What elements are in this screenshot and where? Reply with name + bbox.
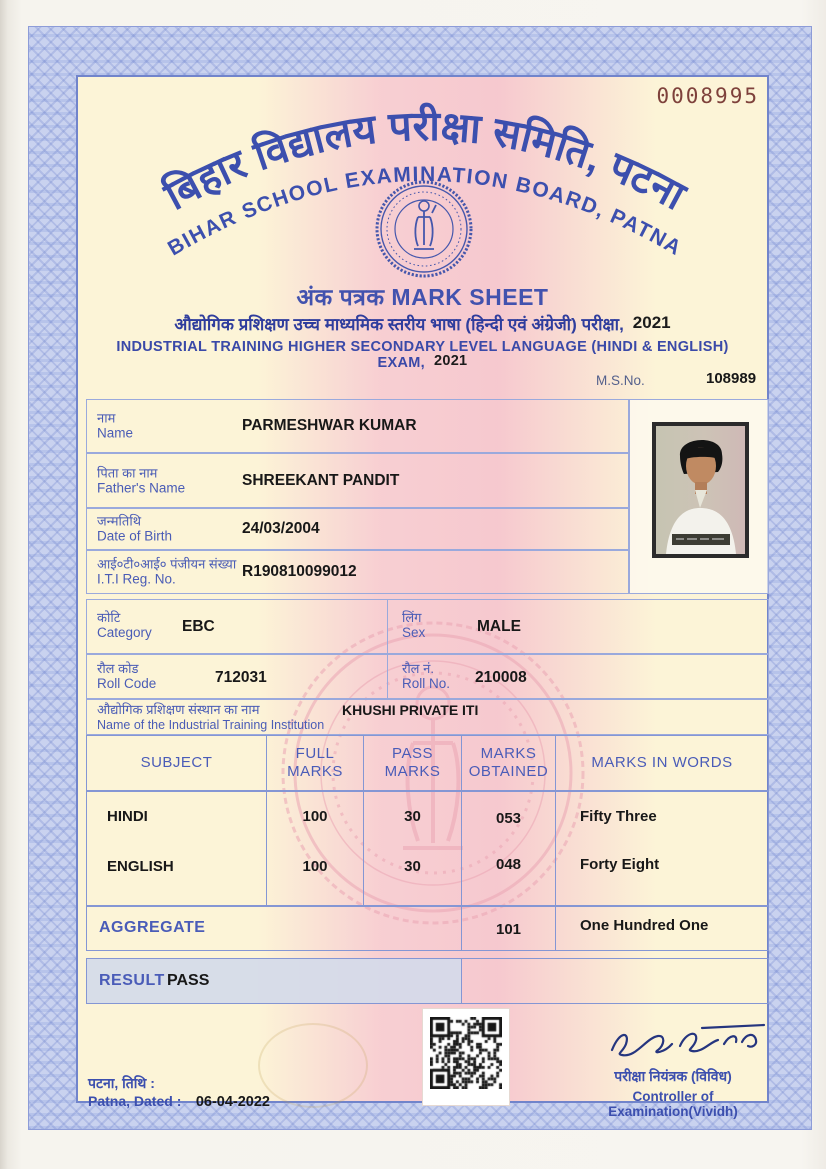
obtained-hindi: 053 <box>495 810 522 827</box>
exam-year: 2021 <box>632 313 671 332</box>
institution-value: KHUSHI PRIVATE ITI <box>342 702 479 718</box>
pass-marks-english: 30 <box>404 858 421 875</box>
words-hindi: Fifty Three <box>580 808 657 825</box>
roll-no-label-hindi: रौल नं. <box>402 661 434 676</box>
result-row <box>86 958 769 1004</box>
document-title: अंक पत्रक MARK SHEET <box>296 284 549 310</box>
category-label-hindi: कोटि <box>97 610 121 625</box>
aggregate-obtained: 101 <box>495 921 522 938</box>
sex-label-hindi: लिंग <box>402 610 422 625</box>
candidate-photo <box>652 422 749 558</box>
iti-reg-value: R190810099012 <box>242 563 357 580</box>
certificate-body <box>76 75 769 1119</box>
words-english: Forty Eight <box>580 856 660 873</box>
result-value: PASS <box>167 972 210 989</box>
full-marks-english: 100 <box>302 858 328 875</box>
msno-value: 108989 <box>706 370 757 387</box>
board-name-hindi: बिहार विद्यालय परीक्षा समिति, पटना <box>157 102 693 219</box>
result-label: RESULT <box>99 972 165 989</box>
msno-label: M.S.No. <box>596 373 645 388</box>
marks-table-body <box>86 791 769 906</box>
dob-value: 24/03/2004 <box>242 520 320 537</box>
faint-stamp <box>258 1023 368 1108</box>
signatory-title-hindi: परीक्षा नियंत्रक (विविध) <box>614 1068 732 1084</box>
category-label: Category <box>97 625 152 640</box>
header-marks-obtained: MARKS OBTAINED <box>462 736 556 790</box>
row-name <box>86 399 629 453</box>
column-divider <box>387 655 388 698</box>
row-roll <box>86 654 769 699</box>
sex-value: MALE <box>477 618 521 635</box>
column-divider <box>387 600 388 653</box>
place-date-hindi: पटना, तिथि : <box>88 1075 155 1091</box>
iti-reg-label: I.T.I Reg. No. <box>97 571 176 587</box>
row-iti-reg <box>86 550 629 594</box>
aggregate-words: One Hundred One <box>580 917 709 934</box>
signatory-block <box>573 1067 773 1119</box>
qr-box <box>423 1009 509 1105</box>
roll-no-value: 210008 <box>475 669 527 686</box>
date-value: 06-04-2022 <box>195 1094 270 1110</box>
pass-marks-hindi: 30 <box>404 808 421 825</box>
exam-title-hindi: औद्योगिक प्रशिक्षण उच्च माध्यमिक स्तरीय भाषा (हिन्दी एवं अंग्रेजी) परीक्षा, 2021 <box>174 313 671 334</box>
header-full-marks: FULL MARKS <box>267 736 364 790</box>
row-father-name <box>86 453 629 508</box>
photo-box <box>629 399 769 594</box>
institution-label: Name of the Industrial Training Institution <box>97 718 325 732</box>
category-value: EBC <box>182 618 215 635</box>
marks-table-header <box>86 735 769 791</box>
roll-code-label: Roll Code <box>97 676 157 691</box>
father-label: Father's Name <box>97 480 186 495</box>
row-category-sex <box>86 599 769 654</box>
aggregate-row <box>86 906 769 951</box>
header-subject: SUBJECT <box>87 736 267 790</box>
place-date-english: Patna, Dated : 06-04-2022 <box>88 1093 270 1110</box>
roll-code-label-hindi: रौल कोड <box>97 661 139 676</box>
controller-signature <box>606 1020 771 1065</box>
name-label: Name <box>97 425 134 441</box>
row-institution <box>86 699 769 735</box>
dob-label-hindi: जन्मतिथि <box>97 513 142 529</box>
obtained-english: 048 <box>495 856 522 873</box>
father-value: SHREEKANT PANDIT <box>242 471 400 489</box>
name-value: PARMESHWAR KUMAR <box>242 417 417 434</box>
qr-code <box>430 1017 502 1089</box>
exam-title-english: INDUSTRIAL TRAINING HIGHER SECONDARY LEVEL LANGUAGE (HINDI & ENGLISH) EXAM, 2021 <box>116 339 729 371</box>
name-label-hindi: नाम <box>97 410 116 426</box>
iti-reg-label-hindi: आई०टी०आई० पंजीयन संख्या <box>97 556 237 572</box>
institution-label-hindi: औद्योगिक प्रशिक्षण संस्थान का नाम <box>97 702 260 717</box>
board-emblem-icon <box>374 179 474 279</box>
sex-label: Sex <box>402 625 426 640</box>
dob-label: Date of Birth <box>97 528 173 544</box>
subject-hindi: HINDI <box>107 808 148 825</box>
full-marks-hindi: 100 <box>302 808 328 825</box>
header-marks-in-words: MARKS IN WORDS <box>591 754 733 771</box>
board-name-english: BIHAR SCHOOL EXAMINATION BOARD, PATNA <box>164 162 686 261</box>
signatory-title-english: Controller of Examination(Vividh) <box>608 1089 738 1119</box>
aggregate-label: AGGREGATE <box>99 919 206 936</box>
serial-number: 0008995 <box>656 84 759 108</box>
decorative-border <box>28 26 812 1130</box>
subject-english: ENGLISH <box>107 858 174 875</box>
father-label-hindi: पिता का नाम <box>97 465 158 480</box>
row-dob <box>86 508 629 550</box>
header-pass-marks: PASS MARKS <box>364 736 462 790</box>
roll-code-value: 712031 <box>215 669 267 686</box>
roll-no-label: Roll No. <box>402 676 451 691</box>
